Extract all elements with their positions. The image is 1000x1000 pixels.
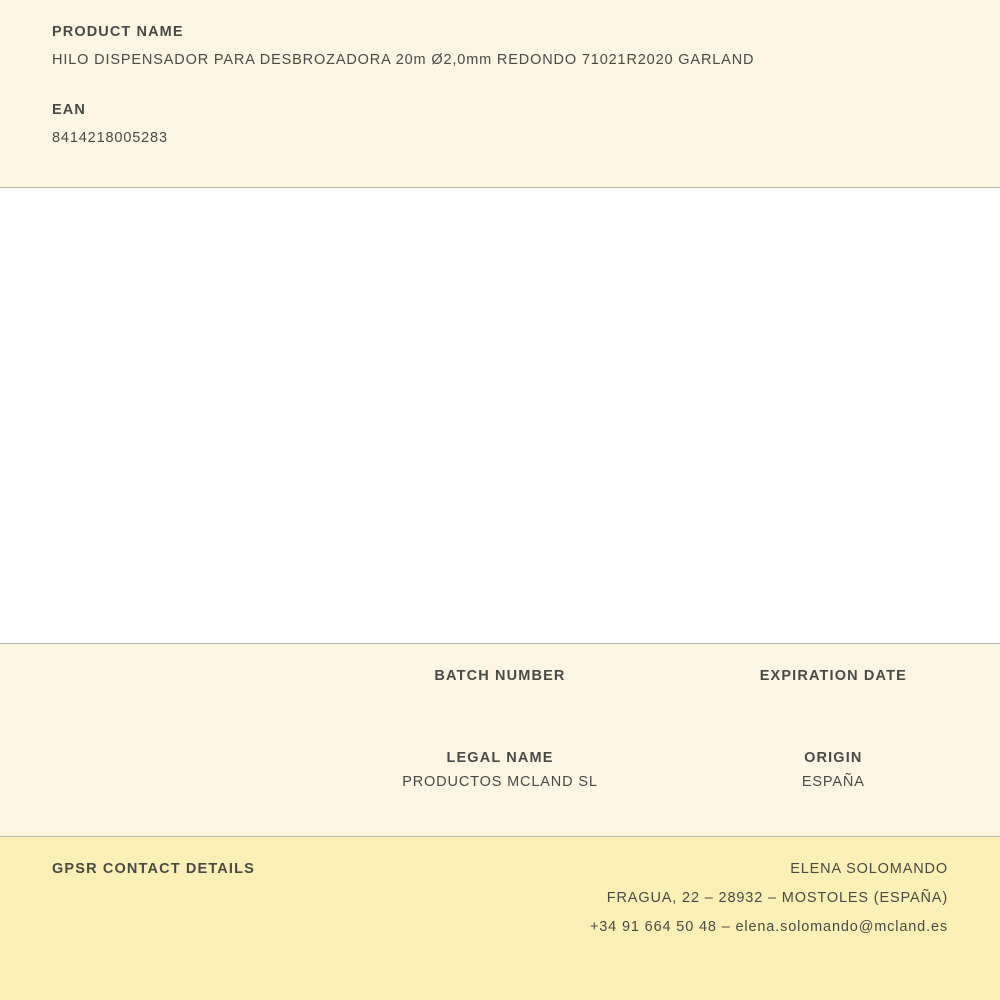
origin-value: ESPAÑA	[801, 774, 865, 790]
spacer	[52, 68, 948, 102]
expiration-date-cell	[667, 668, 1000, 684]
legal-name-value-cell	[333, 774, 666, 790]
expiration-date-label: EXPIRATION DATE	[759, 668, 907, 684]
origin-value-cell	[667, 774, 1000, 790]
product-name-label: PRODUCT NAME	[52, 24, 184, 40]
batch-number-cell	[333, 668, 666, 684]
origin-label: ORIGIN	[804, 750, 863, 766]
contact-phone-email: +34 91 664 50 48 – elena.solomando@mcland.es	[589, 919, 948, 935]
legal-header-row	[0, 750, 1000, 766]
spacer	[0, 684, 1000, 750]
contact-person: ELENA SOLOMANDO	[790, 861, 948, 877]
gpsr-contact-label: GPSR CONTACT DETAILS	[52, 861, 255, 877]
product-name-value: HILO DISPENSADOR PARA DESBROZADORA 20m Ø2,0mm REDONDO 71021R2020 GARLAND	[52, 52, 755, 68]
grid-cell-empty	[0, 668, 333, 684]
legal-name-cell	[333, 750, 666, 766]
grid-cell-empty	[0, 750, 333, 766]
gpsr-contact-lines	[590, 861, 948, 935]
batch-legal-section	[0, 644, 1000, 837]
legal-value-row	[0, 774, 1000, 790]
product-image-area	[0, 188, 1000, 644]
legal-name-label: LEGAL NAME	[446, 750, 554, 766]
spacer	[0, 766, 1000, 774]
contact-address: FRAGUA, 22 – 28932 – MOSTOLES (ESPAÑA)	[606, 890, 948, 906]
legal-name-value: PRODUCTOS MCLAND SL	[402, 774, 598, 790]
origin-cell	[667, 750, 1000, 766]
batch-number-label: BATCH NUMBER	[434, 668, 566, 684]
batch-header-row	[0, 668, 1000, 684]
gpsr-contact-section	[0, 837, 1000, 1000]
ean-value: 8414218005283	[52, 130, 168, 146]
ean-label: EAN	[52, 102, 86, 118]
product-info-section	[0, 0, 1000, 188]
grid-cell-empty	[0, 774, 333, 790]
